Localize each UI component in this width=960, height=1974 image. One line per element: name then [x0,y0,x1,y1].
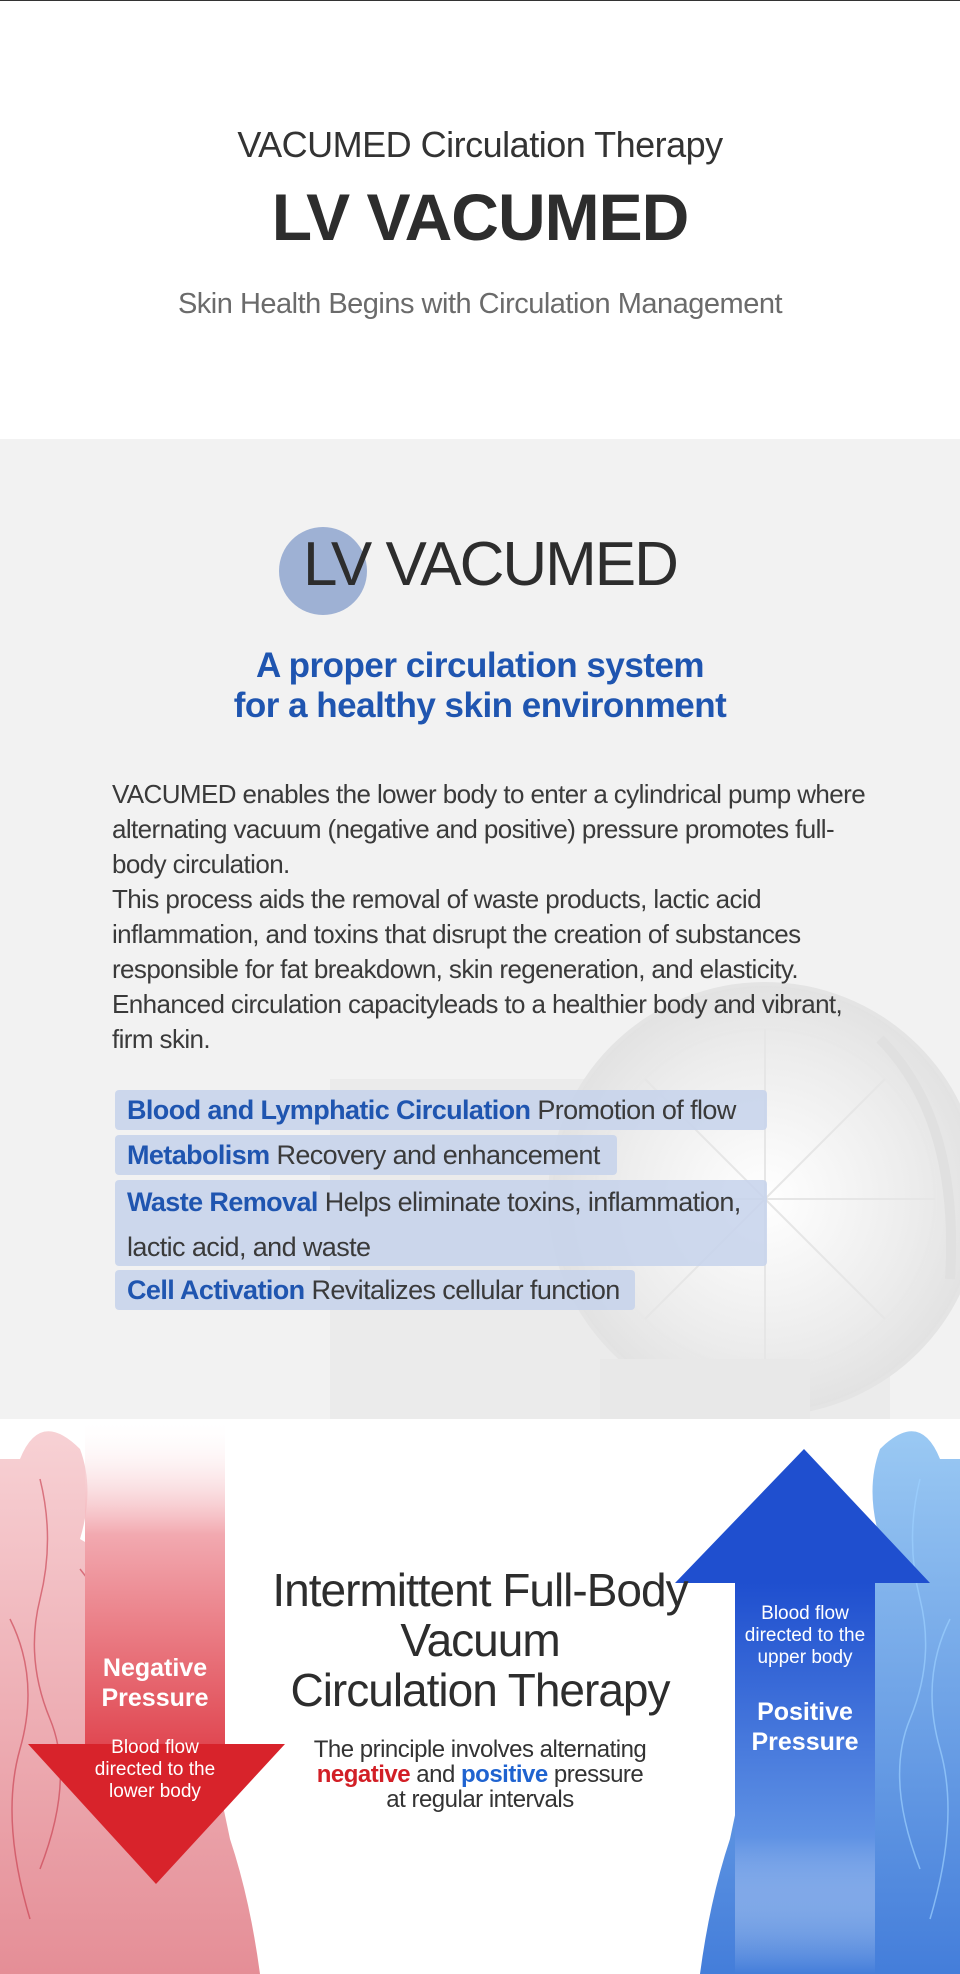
feature-item [115,1180,767,1266]
feature-key: Metabolism [127,1140,270,1170]
principle-headline-line2: Vacuum [400,1614,560,1666]
feature-value: Promotion of flow [537,1095,736,1125]
negative-pressure-desc [80,1737,230,1803]
negative-desc-line3: lower body [109,1781,201,1802]
feature-key: Blood and Lymphatic Circulation [127,1095,531,1125]
principle-and-word: and [416,1761,455,1788]
principle-text-line1: The principle involves alternating [313,1736,647,1763]
positive-title-line1: Positive [757,1698,853,1726]
intro-paragraph-2: This process aids the removal of waste products, lactic acid inflammation, and toxins that disrupt the creation of substances responsible for fat breakdown, skin regeneration, and elasticity. [112,884,801,984]
intro-section [0,439,960,1419]
hero-eyebrow: VACUMED Circulation Therapy [237,124,723,165]
principle-description [240,1737,720,1812]
positive-desc-line1: Blood flow [761,1603,849,1624]
principle-headline-line1: Intermittent Full-Body [272,1564,688,1616]
feature-key: Waste Removal [127,1187,318,1217]
principle-headline-line3: Circulation Therapy [290,1664,670,1716]
feature-value: Revitalizes cellular function [311,1275,620,1305]
hero-subtitle: Skin Health Begins with Circulation Management [177,288,783,320]
feature-item [115,1270,635,1310]
principle-pressure-word: pressure [553,1761,644,1788]
positive-desc-line2: directed to the [744,1625,866,1646]
negative-desc-line2: directed to the [94,1759,216,1780]
principle-headline [240,1565,720,1715]
positive-pressure-title [730,1697,880,1757]
intro-headline [0,646,960,726]
principle-negative-word: negative [316,1761,411,1788]
feature-value: Recovery and enhancement [276,1140,600,1170]
hero-title: LV VACUMED [271,180,689,254]
principle-section [0,1419,960,1974]
positive-pressure-desc [730,1603,880,1669]
negative-title-line1: Negative [102,1654,208,1682]
intro-paragraph-3: Enhanced circulation capacityleads to a healthier body and vibrant, firm skin. [112,989,843,1054]
intro-body [112,777,872,1057]
feature-item [115,1135,617,1175]
feature-key: Cell Activation [127,1275,305,1305]
positive-desc-line3: upper body [757,1647,853,1668]
negative-title-line2: Pressure [101,1684,209,1712]
principle-positive-word: positive [461,1761,548,1788]
hero-section [0,1,960,439]
intro-paragraph-1: VACUMED enables the lower body to enter a cylindrical pump where alternating vacuum (negative and positive) pressure promotes full-body circulation. [112,779,866,879]
feature-value: Helps eliminate toxins, inflammation, lactic acid, and waste [127,1187,741,1262]
negative-pressure-title [80,1653,230,1713]
principle-text-line3: at regular intervals [386,1786,574,1813]
intro-logo-text: LV VACUMED [303,530,677,599]
intro-headline-line2: for a healthy skin environment [233,686,727,725]
feature-item [115,1090,767,1130]
negative-desc-line1: Blood flow [111,1737,199,1758]
intro-headline-line1: A proper circulation system [255,646,705,685]
positive-title-line2: Pressure [751,1728,859,1756]
